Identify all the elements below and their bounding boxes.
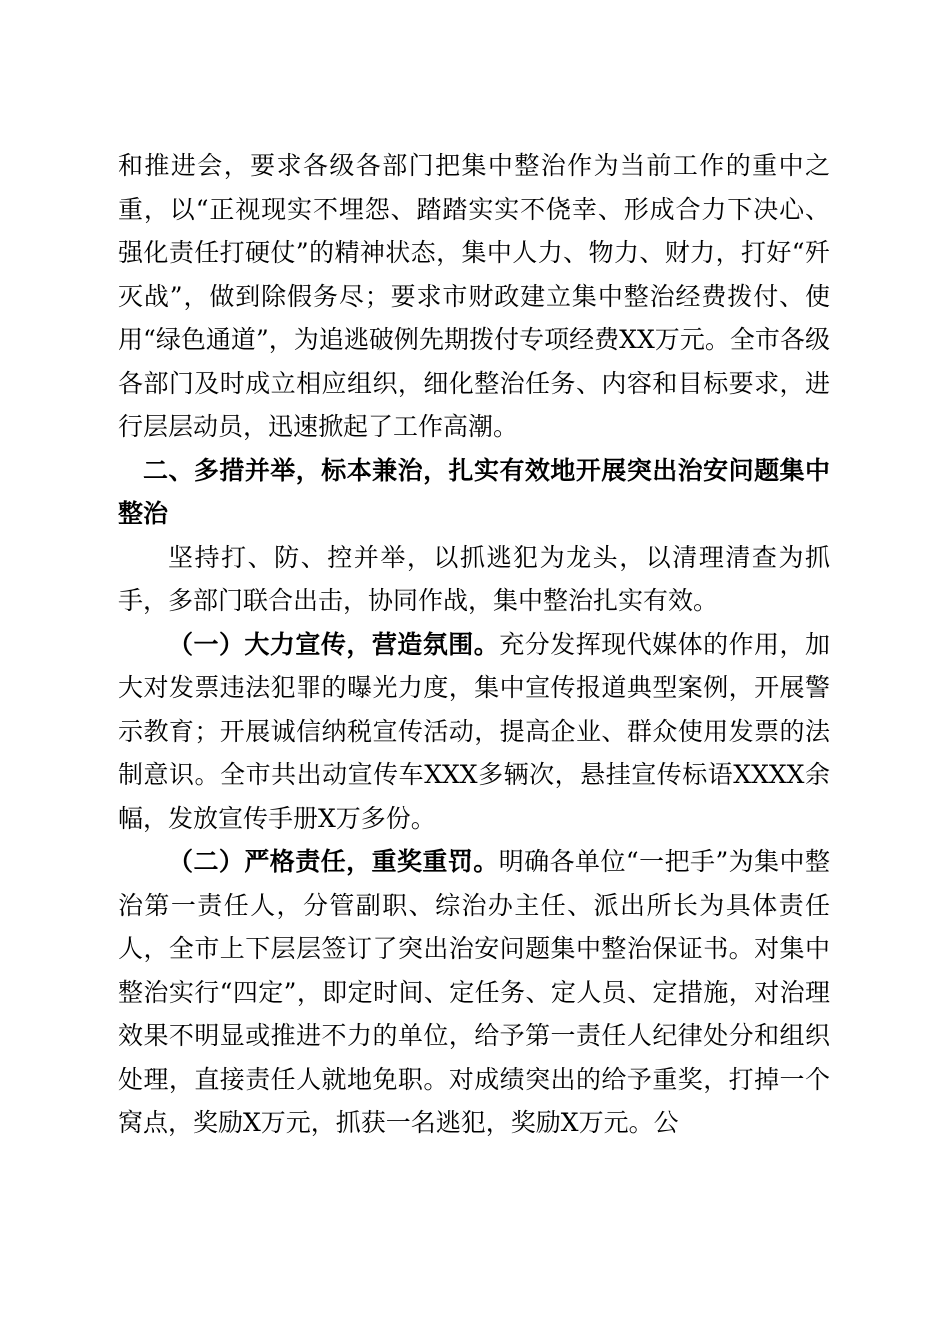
section-heading: 二、多措并举，标本兼治，扎实有效地开展突出治安问题集中整治 xyxy=(118,455,830,528)
item-paragraph-1 xyxy=(118,623,830,841)
item-paragraph-2 xyxy=(118,840,830,1145)
item-body-1: 充分发挥现代媒体的作用，加大对发票违法犯罪的曝光力度，集中宣传报道典型案例，开展警示教育；开展诚信纳税宣传活动，提高企业、群众使用发票的法制意识。全市共出动宣传车XXX多辆次，悬挂宣传标语XXXX余幅，发放宣传手册X万多份。 xyxy=(118,629,830,833)
item-body-2: 明确各单位“一把手”为集中整治第一责任人，分管副职、综治办主任、派出所长为具体责任人，全市上下层层签订了突出治安问题集中整治保证书。对集中整治实行“四定”，即定时间、定任务、定人员、定措施，对治理效果不明显或推进不力的单位，给予第一责任人纪律处分和组织处理，直接责任人就地免职。对成绩突出的给予重奖，打掉一个窝点，奖励X万元，抓获一名逃犯，奖励X万元。公 xyxy=(118,847,830,1137)
item-title-1: （一）大力宣传，营造氛围。 xyxy=(168,629,500,659)
item-title-2: （二）严格责任，重奖重罚。 xyxy=(168,847,499,876)
paragraph-continuation: 和推进会，要求各级各部门把集中整治作为当前工作的重中之重，以“正视现实不埋怨、踏踏实实不侥幸、形成合力下决心、强化责任打硬仗”的精神状态，集中人力、物力、财力，打好“歼灭战”，做到除假务尽；要求市财政建立集中整治经费拨付、使用“绿色通道”，为追逃破例先期拨付专项经费XX万元。全市各级各部门及时成立相应组织，细化整治任务、内容和目标要求，进行层层动员，迅速掀起了工作高潮。 xyxy=(118,151,830,441)
section-intro-paragraph: 坚持打、防、控并举，以抓逃犯为龙头，以清理清查为抓手，多部门联合出击，协同作战，集中整治扎实有效。 xyxy=(118,542,830,615)
document-page xyxy=(118,144,830,1145)
